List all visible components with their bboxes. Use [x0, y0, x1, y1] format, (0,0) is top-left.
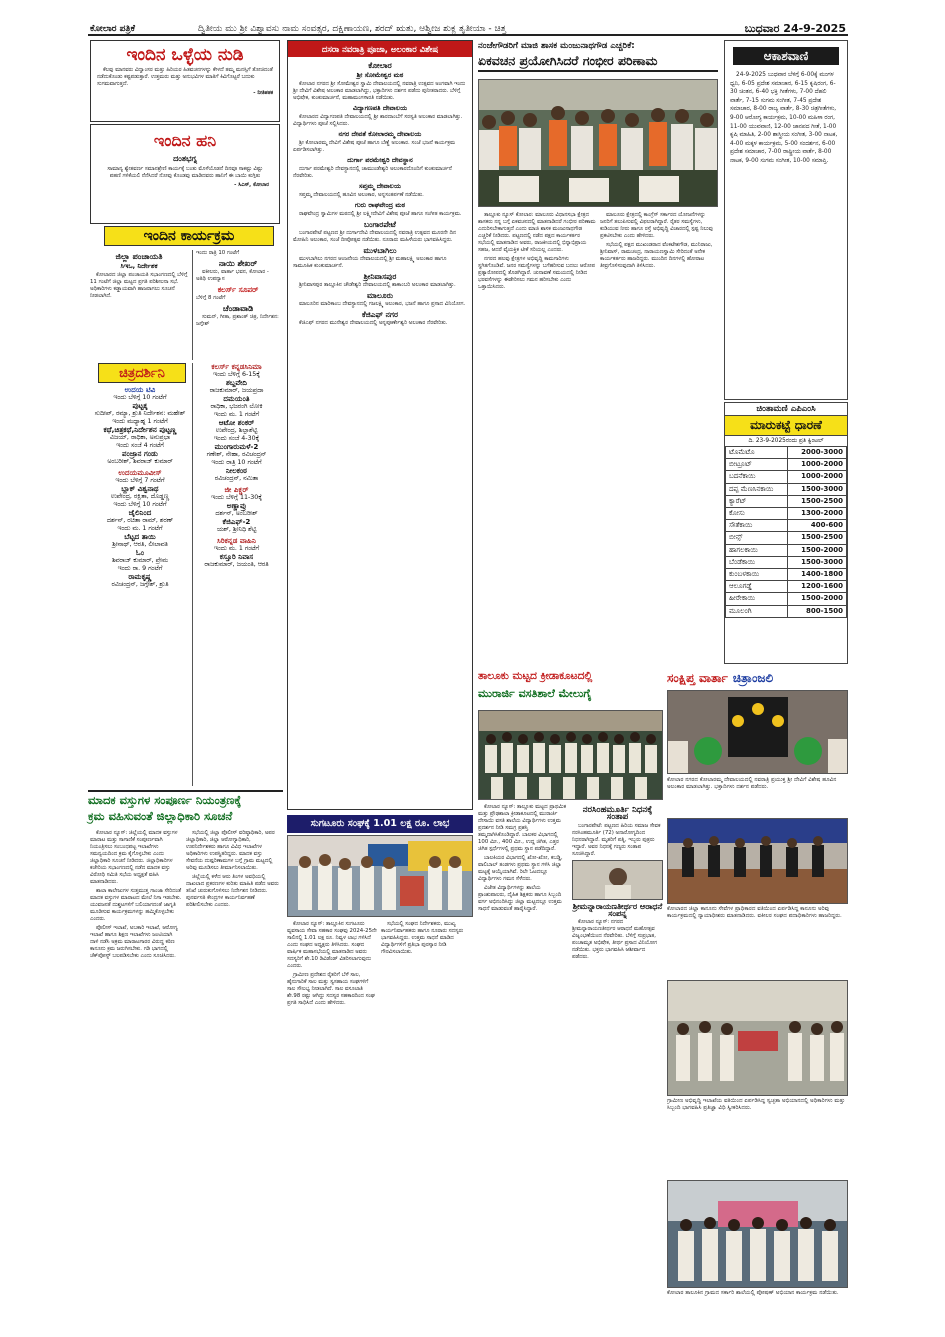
programs-red-title: ಕಲರ್ಸ್ ಸೂಪರ್ [217, 285, 259, 294]
c5a-cast: ರಾಜಕುಮಾರ್, ಜಯಂತಿ, ಆರತಿ [204, 561, 269, 568]
sug-p3: ಸಭೆಯಲ್ಲಿ ಸಂಘದ ನಿರ್ದೇಶಕರು, ಮುಖ್ಯ ಕಾರ್ಯನಿರ್ವಾಹಕರು ಹಾಗೂ ನೂರಾರು ಸದಸ್ಯರು ಭಾಗವಹಿಸಿದ್ದರು. ಉತ್ತಮ ಸಾಧನೆ ಮಾಡಿದ ವಿದ್ಯಾರ್ಥಿಗಳಿಗೆ ಪ್ರತಿಭಾ ಪುರಸ್ಕಾರ ನೀಡಿ ಗೌರವಿಸಲಾಯಿತು. [381, 921, 464, 955]
nav-s3: ನಗರ ದೇವತೆ ಕೋಲಾರಮ್ಮ ದೇವಾಲಯ [338, 130, 422, 138]
nav-p11: ಕೆಜಿಎಫ್ ನಗರದ ಮುನೇಶ್ವರ ದೇವಾಲಯದಲ್ಲಿ ಅನ್ನಪೂರ್ಣೇಶ್ವರಿ ಅಲಂಕಾರ ನೆರವೇರಿತು. [299, 320, 448, 326]
market-row [726, 569, 847, 581]
nav-s1: ಕೋಲಾರ [368, 61, 392, 70]
sports-col-2 [572, 804, 663, 1322]
c2c-cast: ಶ್ರೀನಾಥ್, ಆರತಿ, ಲೀಲಾವತಿ [112, 541, 168, 548]
sports-sub2: ಶ್ರೀಮನ್ನಾರಾಯಣತೀರ್ಥರ ಆರಾಧನೆ ಸಂಪನ್ನ [572, 902, 663, 918]
market-price: 1400-1800 [788, 569, 847, 581]
masthead-title: ಕೋಲಾರ ಪತ್ರಿಕೆ [90, 24, 135, 34]
brief-photo-2-art [668, 819, 848, 904]
market-row [726, 532, 847, 544]
cinema-left [92, 386, 188, 786]
masthead-bar [88, 22, 848, 36]
market-row [726, 483, 847, 495]
c2b-cast: ದರ್ಶನ್, ರಚಿತಾ ರಾಮ್, ಶರಣ್ [106, 517, 174, 524]
sports-p1: ಕೋಲಾರ ನ್ಯೂಸ್: ತಾಲ್ಲೂಕು ಮಟ್ಟದ ಪ್ರಾಥಮಿಕ ಮತ್ತು ಪ್ರೌಢಶಾಲಾ ಕ್ರೀಡಾಕೂಟದಲ್ಲಿ ಮುರಾರ್ಜಿ ದೇಸಾಯಿ ವಸತಿ ಶಾಲೆಯ ವಿದ್ಯಾರ್ಥಿಗಳು ಉತ್ತಮ ಪ್ರದರ್ಶನ ನೀಡಿ ಸಮಗ್ರ ಪ್ರಶಸ್ತಿ ತಮ್ಮದಾಗಿಸಿಕೊಂಡಿದ್ದಾರೆ. ಬಾಲಕರ ವಿಭಾಗದಲ್ಲಿ 100 ಮೀ., 400 ಮೀ., ಉದ್ದ ಜಿಗಿತ, ಎತ್ತರ ಜಿಗಿತ ಸ್ಪರ್ಧೆಗಳಲ್ಲಿ ಪ್ರಥಮ ಸ್ಥಾನ ಪಡೆದಿದ್ದಾರೆ. [478, 804, 566, 852]
brief-photo-1-art [668, 691, 848, 774]
obit-photo-art [573, 861, 663, 900]
main-col-1 [478, 212, 596, 657]
programs-right-head: ಇಂದು ರಾತ್ರಿ 10 ಗಂಟೆಗೆ [196, 250, 240, 256]
drug-headline [88, 790, 283, 828]
market-item: ಬೀನ್ಸ್ [726, 532, 788, 544]
market-item: ಹಾಗಲಕಾಯಿ [726, 544, 788, 556]
c1a-time: ಇಂದು ಬೆಳಿಗ್ಗೆ 10 ಗಂಟೆಗೆ [113, 394, 167, 401]
market-item: ಬೀಟ್ರೂಟ್ [726, 459, 788, 471]
market-row [726, 556, 847, 568]
market-row [726, 471, 847, 483]
market-item: ಕೋಸು [726, 508, 788, 520]
market-price: 1500-3000 [788, 483, 847, 495]
c3b-cast: ರಾಧಿಕಾ, ಭಜರಂಗಿ ಲೋಕಿ [210, 403, 263, 410]
market-price: 1500-2500 [788, 532, 847, 544]
briefs-headline-blue: ಚಿತ್ರಾಂಜಲಿ [732, 671, 774, 685]
market-price: 1500-2000 [788, 593, 847, 605]
c1b-cast: ವಿಜಯ್, ರಾಧಿಕಾ, ಅನುಪ್ರಭಾ [109, 434, 171, 441]
sports-p4: ಬಂಗಾರಪೇಟೆ: ಪಟ್ಟಣದ ಹಿರಿಯ ಸಮಾಜ ಸೇವಕ ನರಸಿಂಹಮೂರ್ತಿ (72) ಅನಾರೋಗ್ಯದಿಂದ ನಿಧನರಾಗಿದ್ದಾರೆ. ಮೃತರಿಗೆ ಪತ್ನಿ, ಇಬ್ಬರು ಪುತ್ರರು ಇದ್ದಾರೆ. ಅವರ ನಿಧನಕ್ಕೆ ಗಣ್ಯರು ಸಂತಾಪ ಸೂಚಿಸಿದ್ದಾರೆ. [572, 823, 661, 857]
market-item: ಆಲೂಗಡ್ಡೆ [726, 581, 788, 593]
nav-s7: ಬಂಗಾರಪೇಟೆ [364, 220, 396, 229]
sports-col-1 [478, 804, 568, 1322]
drug-p2: ಶಾಲಾ ಕಾಲೇಜುಗಳ ಸುತ್ತಮುತ್ತ ಗಾಂಜಾ ಸೇರಿದಂತೆ ಮಾದಕ ವಸ್ತುಗಳ ಮಾರಾಟದ ಮೇಲೆ ನಿಗಾ ಇಡಬೇಕು. ಯುವಜನತೆ ದುಶ್ಚಟಗಳಿಗೆ ಬಲಿಯಾಗದಂತೆ ಜಾಗೃತಿ ಮೂಡಿಸುವ ಕಾರ್ಯಕ್ರಮಗಳನ್ನು ಹಮ್ಮಿಕೊಳ್ಳಬೇಕು ಎಂದರು. [90, 888, 182, 922]
market-item: ದಪ್ಪ ಮೆಣಸಿನಕಾಯಿ [726, 483, 788, 495]
programs-left [90, 250, 188, 360]
brief-photo-3-art [668, 981, 848, 1096]
market-item: ಬೆಂಡೆಕಾಯಿ [726, 556, 788, 568]
sports-sub1: ನರಸಿಂಹಮೂರ್ತಿ ನಿಧನಕ್ಕೆ ಸಂತಾಪ [582, 805, 653, 822]
c2a-title: ಬ್ಲಾಕ್ ವಿಶ್ವನಾಥ [121, 484, 159, 493]
programs-title-bg [104, 226, 274, 246]
masthead-date: ಬುಧವಾರ 24-9-2025 [744, 22, 846, 35]
c4a-title: ಅಣ್ಣಾವ್ರು [226, 501, 247, 510]
sugaturu-col-1 [287, 921, 377, 1321]
market-row [726, 520, 847, 532]
c1c-time: ಇಂದು ಸಂಜೆ 4 ಗಂಟೆಗೆ [116, 442, 164, 449]
sugaturu-col-2 [381, 921, 473, 1321]
market-item: ಹೀರೇಕಾಯಿ [726, 593, 788, 605]
programs-left-sub: ಸಿಇಒ, ನಿರ್ದೇಶಕ [120, 262, 158, 270]
nav-p1: ಕೋಲಾರ ನಗರದ ಶ್ರೀ ಸೋಮೇಶ್ವರ ಸ್ವಾಮಿ ದೇವಾಲಯದಲ್ಲಿ ನವರಾತ್ರಿ ಉತ್ಸವದ ಅಂಗವಾಗಿ ಇಂದು ಶ್ರೀ ದೇವಿಗೆ ವಿಶೇಷ ಅಲಂಕಾರ ಮಾಡಲಾಗಿದ್ದು, ಭಕ್ತಾದಿಗಳು ದರ್ಶನ ಪಡೆದು ಪುನೀತರಾದರು. ಬೆಳಿಗ್ಗೆ ಅಭಿಷೇಕ, ಕುಂಕುಮಾರ್ಚನೆ, ಮಹಾಮಂಗಳಾರತಿ ನಡೆಯಿತು. [293, 81, 466, 101]
c3a-title: ಶಬ್ದವೇದಿ [225, 378, 248, 387]
nav-p6: ರಾಘವೇಂದ್ರ ಸ್ವಾಮಿಗಳ ಮಠದಲ್ಲಿ ಶ್ರೀ ಲಕ್ಷ್ಮೀದೇವಿಗೆ ವಿಶೇಷ ಪೂಜೆ ಹಾಗೂ ಸಂಗೀತ ಕಾರ್ಯಕ್ರಮ. [299, 211, 462, 217]
main-photo [478, 79, 718, 207]
nav-p10: ಮಾಲೂರಿನ ಮಾರಿಕಾಂಬ ದೇವಸ್ಥಾನದಲ್ಲಿ ಗಜಲಕ್ಷ್ಮಿ ಅಲಂಕಾರ, ಭಜನೆ ಹಾಗೂ ಪ್ರಸಾದ ವಿನಿಯೋಗ. [299, 301, 466, 307]
programs-left-title: ಜಿಲ್ಲಾ ಪಂಚಾಯತಿ [115, 252, 163, 261]
c3d-time: ಇಂದು ಸಂಜೆ 4-30ಕ್ಕೆ [213, 435, 260, 442]
market-item: ಬದನೆಕಾಯಿ [726, 471, 788, 483]
c1c-cast: ಅಂಬರೀಶ್, ಶಿವರಾಜ್ ಕುಮಾರ್ [107, 458, 173, 465]
main-p2: ನಗರದ ಹಲವು ಕ್ಷೇತ್ರಗಳ ಅಭಿವೃದ್ಧಿ ಕಾಮಗಾರಿಗಳು ಸ್ಥಗಿತಗೊಂಡಿವೆ. ಜನರ ಸಮಸ್ಯೆಗಳನ್ನು ಬಗೆಹರಿಸುವ ಬದಲು ಆರೋಪ ಪ್ರತ್ಯಾರೋಪದಲ್ಲಿ ತೊಡಗಿದ್ದಾರೆ. ಚುನಾವಣೆ ಸಮಯದಲ್ಲಿ ನೀಡಿದ ಭರವಸೆಗಳನ್ನು ಈಡೇರಿಸಲು ಗಮನ ಹರಿಸಬೇಕು ಎಂದು ಒತ್ತಾಯಿಸಿದರು. [478, 256, 595, 290]
market-price: 1500-2500 [788, 495, 847, 507]
programs-right-title: ನಾಯಿ ಶೇಖರ್ [218, 259, 258, 268]
drug-p3: ಪೊಲೀಸ್ ಇಲಾಖೆ, ಅಬಕಾರಿ ಇಲಾಖೆ, ಆರೋಗ್ಯ ಇಲಾಖೆ ಹಾಗೂ ಶಿಕ್ಷಣ ಇಲಾಖೆಗಳು ಜಂಟಿಯಾಗಿ ದಾಳಿ ನಡೆಸಿ ಅಕ್ರಮ ಮಾರಾಟಗಾರರ ವಿರುದ್ಧ ಕಠಿಣ ಕಾನೂನು ಕ್ರಮ ಜರುಗಿಸಬೇಕು. ಗಡಿ ಭಾಗದಲ್ಲಿ ಚೆಕ್‌ಪೋಸ್ಟ್ ಬಲಪಡಿಸಬೇಕು ಎಂದು ಸೂಚಿಸಿದರು. [90, 925, 178, 959]
c2e-title: ರಾಮಕೃಷ್ಣ [128, 572, 152, 581]
market-price: 1500-3000 [788, 556, 847, 568]
market-item: ಕ್ಯಾರೆಟ್ [726, 495, 788, 507]
brief-photo-1 [667, 690, 848, 774]
programs-red-line: ಬೆಳಿಗ್ಗೆ 8 ಗಂಟೆಗೆ [196, 295, 226, 301]
cinema-channel5: ಸಿರಿಕನ್ನಡ ವಾಹಿನಿ [217, 536, 256, 545]
market-note: ದಿ. 23-9-2025ರಂದು ಪ್ರತಿ ಕ್ವಿಂಟಲ್ [748, 438, 824, 444]
nav-s10: ಮಾಲೂರು [366, 291, 394, 300]
riddle-body: ಸಾಮಾನ್ಯ ಶ್ವೇತವರ್ಣ ಸಮಾನಶ್ರೇಣಿ ಕಾರ್ಯಕ್ಕೆ ಬಂತು ಮೊಳೆಯೊಡನೆ ದಿನವೂ ಸಾಕಷ್ಟು ವಿಷ್ಟು ಪಹಣಿ ಗಳಿಕೆಯಲಿ ನೆನೆಸಿದರೆ ನೋವು ಕೊಂಡವು ಮಾಡಿದವರು ಹಾನಿಗೆ ಈ ಬಾಯಿ ಕುಗ್ಗಿತು [107, 166, 263, 179]
quote-box [90, 40, 280, 122]
c2d-title: ಓಂ [135, 548, 144, 557]
c2a-time: ಇಂದು ಬೆಳಿಗ್ಗೆ 7 ಗಂಟೆಗೆ [115, 477, 165, 484]
sug-p1: ಕೋಲಾರ ನ್ಯೂಸ್: ತಾಲ್ಲೂಕಿನ ಸುಗಟೂರು ವ್ಯವಸಾಯ ಸೇವಾ ಸಹಕಾರ ಸಂಘವು 2024-25ನೇ ಸಾಲಿನಲ್ಲಿ 1.01 ಲಕ್ಷ ರೂ. ನಿವ್ವಳ ಲಾಭ ಗಳಿಸಿದೆ ಎಂದು ಸಂಘದ ಅಧ್ಯಕ್ಷರು ತಿಳಿಸಿದರು. ಸಂಘದ ವಾರ್ಷಿಕ ಮಹಾಸಭೆಯಲ್ಲಿ ಮಾತನಾಡಿದ ಅವರು ಸದಸ್ಯರಿಗೆ ಶೇ.10 ಡಿವಿಡೆಂಡ್ ವಿತರಿಸಲಾಗುವುದು ಎಂದರು. [287, 921, 377, 969]
c1a-cast: ಸುದೀಪ್, ರಮ್ಯಾ, ಶ್ರುತಿ ನಿರ್ದೇಶನ: ಮಹೇಶ್ [94, 410, 186, 417]
market-price: 400-600 [788, 520, 847, 532]
c2b-time: ಇಂದು ಬೆಳಿಗ್ಗೆ 10 ಗಂಟೆಗೆ [113, 501, 167, 508]
c2c-title: ಬೆಟ್ಟದ ತಾಯಿ [124, 532, 156, 541]
c3c-cast: ಉಪೇಂದ್ರ, ಶಿಲ್ಪಾಶೆಟ್ಟಿ [215, 427, 258, 434]
market-price: 1200-1600 [788, 581, 847, 593]
akashvani-text: 24-9-2025 ಬುಧವಾರ ಬೆಳಿಗ್ಗೆ 6-00ಕ್ಕೆ ಮಂಗಳ ಧ್ವನಿ, 6-05 ಪ್ರದೇಶ ಸಮಾಚಾರ, 6-15 ಕೃಷಿರಂಗ, 6-30 ಚಿಂತನ, 6-40 ಭಕ್ತಿ ಗೀತೆಗಳು, 7-00 ದೆಹಲಿ ವಾರ್ತೆ, 7-15 ಸುಗಮ ಸಂಗೀತ, 7-45 ಪ್ರದೇಶ ಸಮಾಚಾರ, 8-00 ರಾಜ್ಯ ವಾರ್ತೆ, 8-30 ಚಿತ್ರಗೀತೆಗಳು, 9-00 ಆರೋಗ್ಯ ಕಾರ್ಯಕ್ರಮ, 10-00 ಮಹಿಳಾ ರಂಗ, 11-00 ಯುವವಾಣಿ, 12-00 ಜಾನಪದ ಗೀತೆ, 1-00 ಕೃಷಿ ಮಾಹಿತಿ, 2-00 ಶಾಸ್ತ್ರೀಯ ಸಂಗೀತ, 3-00 ನಾಟಕ, 4-00 ಮಕ್ಕಳ ಕಾರ್ಯಕ್ರಮ, 5-00 ಸಂದರ್ಶನ, 6-00 ಪ್ರದೇಶ ಸಮಾಚಾರ, 7-00 ರಾಷ್ಟ್ರೀಯ ವಾರ್ತೆ, 8-00 ನಾಟಕ, 9-00 ಸುಗಮ ಸಂಗೀತ, 10-00 ಸಮಾಪ್ತಿ. [730, 72, 838, 164]
c2a-cast: ಉಪೇಂದ್ರ, ರಕ್ಷಿತಾ, ದೊಡ್ಡಣ್ಣ [110, 493, 170, 500]
quote-body: ಕೆಲವು ಮಾನವರು ವಿದ್ವಾಂಸರ ಮತ್ತು ಹಿರಿಯರ ಹಿತವಚನಗಳನ್ನು ಕೇಳದೆ ತಮ್ಮ ಮನಸ್ಸಿಗೆ ತೋಚಿದಂತೆ ನಡೆದುಕೊಂಡು ಕಷ್ಟಪಡುತ್ತಾರೆ. ಉತ್ತಮರು ಮತ್ತು ಅನುಭವಿಗಳ ಮಾತಿಗೆ ಕಿವಿಗೊಟ್ಟರೆ ಬದುಕು ಸುಗಮವಾಗುತ್ತದೆ. [97, 67, 273, 87]
market-box [724, 402, 848, 664]
brief-cap-3: ಗ್ರಾಮೀಣ ಅಭಿವೃದ್ಧಿ ಇಲಾಖೆಯ ವತಿಯಿಂದ ಏರ್ಪಡಿಸಿದ್ದ ಸ್ವಚ್ಛತಾ ಅಭಿಯಾನದಲ್ಲಿ ಅಧಿಕಾರಿಗಳು ಮತ್ತು ಸಿಬ್ಬಂದಿ ಭಾಗವಹಿಸಿ ಪ್ರತಿಜ್ಞಾ ವಿಧಿ ಸ್ವೀಕರಿಸಿದರು. [667, 1098, 845, 1111]
riddle-box [90, 124, 280, 224]
market-price: 1000-2000 [788, 459, 847, 471]
brief-cap-1: ಕೋಲಾರ ನಗರದ ಕೋಲಾರಮ್ಮ ದೇವಾಲಯದಲ್ಲಿ ನವರಾತ್ರಿ ಪ್ರಯುಕ್ತ ಶ್ರೀ ದೇವಿಗೆ ವಿಶೇಷ ಹೂವಿನ ಅಲಂಕಾರ ಮಾಡಲಾಗಿತ್ತು. ಭಕ್ತಾದಿಗಳು ದರ್ಶನ ಪಡೆದರು. [667, 777, 837, 790]
c2b-title: ಜೈಲಿನಿಂದ [128, 508, 152, 517]
quote-source: - ನೀತಿಶತಕ [253, 90, 273, 96]
nav-p5: ಸಪ್ತಮ್ಮ ದೇವಾಲಯದಲ್ಲಿ ಹೂವಿನ ಅಲಂಕಾರ, ಅನ್ನಸಂತರ್ಪಣೆ ನಡೆಯಿತು. [299, 192, 424, 198]
main-p4: ಸಭೆಯಲ್ಲಿ ಪಕ್ಷದ ಮುಖಂಡರಾದ ವೆಂಕಟೇಶಗೌಡ, ಮುನಿರಾಜು, ಶ್ರೀನಿವಾಸ್, ರಾಮಚಂದ್ರ, ನಾರಾಯಣಸ್ವಾಮಿ ಸೇರಿದಂತೆ ಅನೇಕ ಕಾರ್ಯಕರ್ತರು ಹಾಜರಿದ್ದರು. ಮುಂದಿನ ದಿನಗಳಲ್ಲಿ ಹೋರಾಟ ತೀವ್ರಗೊಳಿಸುವುದಾಗಿ ತಿಳಿಸಿದರು. [600, 242, 713, 269]
nav-p9: ಶ್ರೀನಿವಾಸಪುರ ತಾಲ್ಲೂಕಿನ ಚೌಡೇಶ್ವರಿ ದೇವಾಲಯದಲ್ಲಿ ಶಾಕಾಂಬರಿ ಅಲಂಕಾರ ಮಾಡಲಾಗಿತ್ತು. [299, 282, 456, 288]
market-row [726, 495, 847, 507]
c1c-title: ಪಂಜ್ರಾನ ಗಂಡು [122, 449, 158, 458]
c3c-title: ಆಟೋ ಶಂಕರ್ [218, 418, 255, 427]
market-item: ಟೊಮೆಟೊ [726, 447, 788, 459]
programs-left-text: ಕೋಲಾರದ ಜಿಲ್ಲಾ ಪಂಚಾಯತಿ ಸಭಾಂಗಣದಲ್ಲಿ ಬೆಳಿಗ್ಗೆ 11 ಗಂಟೆಗೆ ಜಿಲ್ಲಾ ಮಟ್ಟದ ಪ್ರಗತಿ ಪರಿಶೀಲನಾ ಸಭೆ. ಅಧಿಕಾರಿಗಳು ಕಡ್ಡಾಯವಾಗಿ ಹಾಜರಾಗಲು ಸೂಚನೆ ನೀಡಲಾಗಿದೆ. [90, 272, 188, 299]
akashvani-body [725, 71, 847, 391]
c1a-title: ಪುಟ್ಟಕ್ಕ [132, 401, 148, 410]
market-row [726, 605, 847, 617]
c4a-time: ಇಂದು ಬೆಳಿಗ್ಗೆ 11-30ಕ್ಕೆ [211, 494, 262, 501]
cinema-channel4: ಜೀ ಪಿಕ್ಚರ್ [224, 485, 249, 494]
nav-s4: ದುರ್ಗಾ ಪರಮೇಶ್ವರಿ ದೇವಸ್ಥಾನ [347, 156, 413, 164]
nav-p7: ಬಂಗಾರಪೇಟೆ ಪಟ್ಟಣದ ಶ್ರೀ ದುರ್ಗಾದೇವಿ ದೇವಾಲಯದಲ್ಲಿ ನವರಾತ್ರಿ ಉತ್ಸವದ ಮೂರನೇ ದಿನ ಮೋಹಿನಿ ಅಲಂಕಾರ, ಸಂಜೆ ದೀಪೋತ್ಸವ ನಡೆಯಿತು. ನೂರಾರು ಮಹಿಳೆಯರು ಭಾಗವಹಿಸಿದ್ದರು. [293, 230, 457, 243]
nav-p8: ಮುಳಬಾಗಿಲು ನಗರದ ಆಂಜನೇಯ ದೇವಾಲಯದಲ್ಲಿ ಶ್ರೀ ಮಹಾಲಕ್ಷ್ಮಿ ಅಲಂಕಾರ ಹಾಗೂ ಸಾಮೂಹಿಕ ಕುಂಕುಮಾರ್ಚನೆ. [293, 256, 447, 269]
riddle-title: ಇಂದಿನ ಹನಿ [153, 131, 217, 150]
c3c-time: ಇಂದು ಮ. 1 ಗಂಟೆಗೆ [213, 411, 260, 418]
c2d-cast: ಶಿವರಾಜ್ ಕುಮಾರ್, ಪ್ರೇಮ [111, 557, 169, 564]
nav-s5: ಸಪ್ತಮ್ಮ ದೇವಾಲಯ [358, 182, 402, 190]
c3a-cast: ರಾಜಕುಮಾರ್, ಜಯಪ್ರದಾ [209, 387, 264, 394]
c4b-title: ಕೆಜಿಎಫ್-2 [222, 517, 251, 526]
programs-right [192, 250, 280, 360]
main-p1: ತಾಲ್ಲೂಕು ನ್ಯೂಸ್ ಕೋಲಾರ: ಮಾಲೂರು ವಿಧಾನಸಭಾ ಕ್ಷೇತ್ರದ ಶಾಸಕರು ನನ್ನ ಬಗ್ಗೆ ಏಕವಚನದಲ್ಲಿ ಮಾತನಾಡಿದರೆ ಗಂಭೀರ ಪರಿಣಾಮ ಎದುರಿಸಬೇಕಾಗುತ್ತದೆ ಎಂದು ಮಾಜಿ ಶಾಸಕ ಮಂಜುನಾಥಗೌಡ ಎಚ್ಚರಿಕೆ ನೀಡಿದರು. ಪಟ್ಟಣದಲ್ಲಿ ನಡೆದ ಪಕ್ಷದ ಕಾರ್ಯಕರ್ತರ ಸಭೆಯಲ್ಲಿ ಮಾತನಾಡಿದ ಅವರು, ರಾಜಕೀಯದಲ್ಲಿ ಭಿನ್ನಾಭಿಪ್ರಾಯ ಸಹಜ, ಆದರೆ ವೈಯಕ್ತಿಕ ಟೀಕೆ ಸರಿಯಲ್ಲ ಎಂದರು. [478, 212, 596, 253]
sug-p2: ಗ್ರಾಮೀಣ ಪ್ರದೇಶದ ರೈತರಿಗೆ ಬೆಳೆ ಸಾಲ, ಹೈನುಗಾರಿಕೆ ಸಾಲ ಮತ್ತು ಸ್ವಸಹಾಯ ಸಂಘಗಳಿಗೆ ಸಾಲ ಸೌಲಭ್ಯ ನೀಡಲಾಗಿದೆ. ಸಾಲ ವಸೂಲಾತಿ ಶೇ.98 ರಷ್ಟು ಆಗಿದ್ದು ಸದಸ್ಯರ ಸಹಕಾರದಿಂದ ಸಂಘ ಪ್ರಗತಿ ಸಾಧಿಸಿದೆ ಎಂದು ಹೇಳಿದರು. [287, 972, 375, 1006]
market-price: 1000-2000 [788, 471, 847, 483]
navaratri-body [288, 57, 472, 809]
market-item: ಕುಂಬಳಕಾಯಿ [726, 569, 788, 581]
brief-photo-4 [667, 1180, 848, 1288]
programs-red-name: ಚೆಂಡಾವಾಡಿ [222, 304, 254, 313]
sports-p3: ವಿಜೇತ ವಿದ್ಯಾರ್ಥಿಗಳನ್ನು ಶಾಲೆಯ ಪ್ರಾಂಶುಪಾಲರು, ದೈಹಿಕ ಶಿಕ್ಷಕರು ಹಾಗೂ ಸಿಬ್ಬಂದಿ ವರ್ಗ ಅಭಿನಂದಿಸಿದ್ದು ಜಿಲ್ಲಾ ಮಟ್ಟದಲ್ಲೂ ಉತ್ತಮ ಸಾಧನೆ ಮಾಡುವಂತೆ ಹಾರೈಸಿದ್ದಾರೆ. [478, 885, 562, 912]
quote-title: ಇಂದಿನ ಒಳ್ಳೆಯ ನುಡಿ [126, 45, 244, 65]
riddle-author: - ಸಿಎಸ್, ಕೋಲಾರ [234, 182, 269, 188]
c1b-time: ಇಂದು ಮಧ್ಯಾಹ್ನ 1 ಗಂಟೆಗೆ [112, 418, 168, 425]
sugaturu-headline-bg [287, 815, 473, 833]
sugaturu-photo-art [288, 836, 473, 917]
cinema-title-bg [98, 363, 186, 383]
main-photo-art [479, 80, 718, 207]
market-price: 1300-2000 [788, 508, 847, 520]
market-item: ಸೌತೆಕಾಯಿ [726, 520, 788, 532]
sugaturu-headline: ಸುಗಟೂರು ಸಂಘಕ್ಕೆ 1.01 ಲಕ್ಷ ರೂ. ಲಾಭ [310, 818, 450, 829]
briefs-headline-red: ಸಂಕ್ಷಿಪ್ತ ವಾರ್ತಾ [667, 671, 728, 685]
sports-p5: ಕೋಲಾರ ನ್ಯೂಸ್: ನಗರದ ಶ್ರೀಮನ್ನಾರಾಯಣತೀರ್ಥರ ಆರಾಧನೆ ಮಹೋತ್ಸವ ವಿಜೃಂಭಣೆಯಿಂದ ನೆರವೇರಿತು. ಬೆಳಿಗ್ಗೆ ಸುಪ್ರಭಾತ, ಪಂಚಾಮೃತ ಅಭಿಷೇಕ, ತೀರ್ಥ ಪ್ರಸಾದ ವಿನಿಯೋಗ ನಡೆಯಿತು. ಭಕ್ತರು ಭಾಗವಹಿಸಿ ಆಶೀರ್ವಾದ ಪಡೆದರು. [572, 919, 657, 960]
c3b-title: ದಮಯಂತಿ [223, 394, 250, 403]
programs-red-text: ಸುಮನ್, ಗೀತಾ, ಪ್ರಶಾಂತ್ ಚಿತ್ರ, ನಿರ್ದೇಶನ: ಜಗ್ಗೇಶ್ [196, 314, 279, 327]
sports-headline-red: ತಾಲೂಕು ಮಟ್ಟದ ಕ್ರೀಡಾಕೂಟದಲ್ಲಿ [478, 670, 593, 682]
drug-headline-2: ಕ್ರಮ ವಹಿಸುವಂತೆ ಜಿಲ್ಲಾಧಿಕಾರಿ ಸೂಚನೆ [88, 809, 233, 823]
market-row [726, 459, 847, 471]
c3e-title: ನೀಲಕಂಠ [226, 466, 247, 475]
c5a-time: ಇಂದು ಮ. 1 ಗಂಟೆಗೆ [213, 545, 260, 552]
akashvani-box [724, 40, 848, 400]
nav-p2: ಕೋಲಾರದ ವಿದ್ಯಾಗಣಪತಿ ದೇವಾಲಯದಲ್ಲಿ ಶ್ರೀ ಶಾರದಾಂಬೆಗೆ ಸರಸ್ವತಿ ಅಲಂಕಾರ ಮಾಡಲಾಗಿತ್ತು. ವಿದ್ಯಾರ್ಥಿಗಳು ಪೂಜೆ ಸಲ್ಲಿಸಿದರು. [293, 114, 463, 127]
nav-s2: ವಿದ್ಯಾಗಣಪತಿ ದೇವಾಲಯ [352, 104, 408, 112]
c2c-time: ಇಂದು ಮ. 1 ಗಂಟೆಗೆ [117, 525, 163, 532]
programs-right-text: ವಕೀಲರು, ವಾರ್ತಾ ಭವನ, ಕೋಲಾರ - ಅತಿಥಿ ಉಪನ್ಯಾಸ [196, 269, 269, 282]
c3e-time: ಇಂದು ರಾತ್ರಿ 10 ಗಂಟೆಗೆ [211, 459, 262, 466]
brief-cap-4: ಕೋಲಾರ ತಾಲೂಕಿನ ಗ್ರಾಮದ ಸರ್ಕಾರಿ ಶಾಲೆಯಲ್ಲಿ ಪೋಷಣ್ ಅಭಿಯಾನ ಕಾರ್ಯಕ್ರಮ ನಡೆಯಿತು. [667, 1290, 839, 1296]
c3d-cast: ಗಣೇಶ್, ನೇಹಾ, ರವಿಚಂದ್ರನ್ [206, 451, 267, 458]
drug-p1: ಕೋಲಾರ ನ್ಯೂಸ್: ಜಿಲ್ಲೆಯಲ್ಲಿ ಮಾದಕ ವಸ್ತುಗಳ ಮಾರಾಟ ಮತ್ತು ಸಾಗಾಣಿಕೆ ಸಂಪೂರ್ಣವಾಗಿ ನಿಯಂತ್ರಿಸಲು ಸಂಬಂಧಪಟ್ಟ ಇಲಾಖೆಗಳು ಸಮನ್ವಯದಿಂದ ಕ್ರಮ ಕೈಗೊಳ್ಳಬೇಕು ಎಂದು ಜಿಲ್ಲಾಧಿಕಾರಿ ಸೂಚನೆ ನೀಡಿದರು. ಜಿಲ್ಲಾಧಿಕಾರಿಗಳ ಕಚೇರಿಯ ಸಭಾಂಗಣದಲ್ಲಿ ನಡೆದ ಮಾದಕ ವಸ್ತು ವಿರೋಧಿ ಸಮಿತಿ ಸಭೆಯ ಅಧ್ಯಕ್ಷತೆ ವಹಿಸಿ ಮಾತನಾಡಿದರು. [90, 830, 178, 885]
nav-s6: ಗುರು ರಾಘವೇಂದ್ರ ಮಠ [354, 201, 406, 209]
c3d-title: ಮುಂಗಾರುಮಳೆ-2 [214, 442, 259, 451]
c3e-cast: ರವಿಚಂದ್ರನ್, ನಮಿತಾ [214, 475, 259, 482]
nav-s9: ಶ್ರೀನಿವಾಸಪುರ [363, 272, 397, 281]
market-price: 1500-2000 [788, 544, 847, 556]
market-row [726, 447, 847, 459]
c1b-title: ಕಥೆ,ಚಿತ್ರಕಥೆ,ನಿರ್ದೇಶನ ಪುಟ್ಟಣ್ಣ [103, 425, 177, 434]
nav-s1b: ಶ್ರೀ ಸೋಮೇಶ್ವರ ಮಠ [356, 71, 404, 79]
cinema-channel1: ಉದಯ ಟಿವಿ [124, 386, 156, 394]
cinema-title: ಚಿತ್ರದರ್ಶಿನಿ [119, 366, 165, 381]
nav-s11: ಕೆಜಿಎಫ್ ನಗರ [361, 310, 399, 319]
masthead-meta: ದ್ವಿತೀಯ ಮು ಶ್ರೀ ವಿಶ್ವಾವಸು ನಾಮ ಸಂವತ್ಸರ, ದಕ್ಷಿಣಾಯಣ, ಶರದ್ ಋತು, ಆಶ್ವೀಜ ಶುಕ್ಲ ತೃತೀಯಾ - ಚಿತ್ತ [198, 24, 507, 34]
sports-photo [478, 710, 663, 800]
market-price: 800-1500 [788, 605, 847, 617]
quote-text [91, 65, 279, 99]
sports-headline-green: ಮುರಾರ್ಜಿ ವಸತಿಶಾಲೆ ಮೇಲುಗೈ [478, 687, 592, 700]
market-subtitle: ಮಾರುಕಟ್ಟೆ ಧಾರಣೆ [725, 415, 847, 436]
navaratri-title: ದಸರಾ ನವರಾತ್ರಿ ಪೂಜಾ, ಅಲಂಕಾರ ವಿಶೇಷ [288, 41, 472, 57]
sugaturu-photo [287, 835, 473, 917]
brief-photo-2 [667, 818, 848, 904]
c4a-cast: ದರ್ಶನ್, ಅಂಬರೀಶ್ [215, 510, 258, 517]
sports-headline [478, 667, 663, 707]
drug-col-1 [90, 830, 182, 1322]
navaratri-box [287, 40, 473, 810]
market-row [726, 544, 847, 556]
sports-p2: ಬಾಲಕಿಯರ ವಿಭಾಗದಲ್ಲಿ ಖೋ-ಖೋ, ಕಬಡ್ಡಿ, ವಾಲಿಬಾಲ್ ತಂಡಗಳು ಪ್ರಥಮ ಸ್ಥಾನ ಗಳಿಸಿ ಜಿಲ್ಲಾ ಮಟ್ಟಕ್ಕೆ ಆಯ್ಕೆಯಾಗಿವೆ. ರಿಲೇ ಓಟದಲ್ಲೂ ವಿದ್ಯಾರ್ಥಿಗಳು ಗಮನ ಸೆಳೆದರು. [478, 855, 563, 882]
drug-headline-1: ಮಾದಕ ವಸ್ತುಗಳ ಸಂಪೂರ್ಣ ನಿಯಂತ್ರಣಕ್ಕೆ [88, 793, 242, 807]
riddle-sub: ದಂತಭಗ್ನ [173, 154, 197, 163]
main-headline [478, 40, 718, 76]
c4b-cast: ಯಶ್, ಶ್ರೀನಿಧಿ ಶೆಟ್ಟಿ [216, 526, 257, 533]
riddle-text [91, 166, 279, 189]
nav-p3: ಶ್ರೀ ಕೋಲಾರಮ್ಮ ದೇವಿಗೆ ವಿಶೇಷ ಪೂಜೆ ಹಾಗೂ ಬೆಣ್ಣೆ ಅಲಂಕಾರ. ಸಂಜೆ ಭಜನೆ ಕಾರ್ಯಕ್ರಮ ಏರ್ಪಡಿಸಲಾಗಿತ್ತು. [293, 140, 456, 153]
drug-col-2 [186, 830, 280, 1322]
obit-photo [572, 860, 663, 900]
brief-photo-4-art [668, 1181, 848, 1288]
c3a-time: ಇಂದು ಬೆಳಿಗ್ಗೆ 6-15ಕ್ಕೆ [213, 371, 260, 378]
nav-p4: ದುರ್ಗಾ ಪರಮೇಶ್ವರಿ ದೇವಸ್ಥಾನದಲ್ಲಿ ಚಾಮುಂಡೇಶ್ವರಿ ಅಲಂಕಾರದೊಂದಿಗೆ ಕುಂಕುಮಾರ್ಚನೆ ನೆರವೇರಿತು. [293, 166, 452, 179]
nav-s8: ಮುಳಬಾಗಿಲು [363, 246, 397, 255]
briefs-headline [667, 667, 848, 689]
programs-title: ಇಂದಿನ ಕಾರ್ಯಕ್ರಮ [143, 228, 235, 244]
drug-p5: ಜಿಲ್ಲೆಯಲ್ಲಿ ಕಳೆದ ಆರು ತಿಂಗಳ ಅವಧಿಯಲ್ಲಿ ದಾಖಲಾದ ಪ್ರಕರಣಗಳ ಕುರಿತು ಮಾಹಿತಿ ಪಡೆದ ಅವರು ತನಿಖೆ ಚುರುಕುಗೊಳಿಸಲು ನಿರ್ದೇಶನ ನೀಡಿದರು. ಪುನರ್ವಸತಿ ಕೇಂದ್ರಗಳ ಕಾರ್ಯನಿರ್ವಹಣೆ ಪರಿಶೀಲಿಸಬೇಕು ಎಂದರು. [186, 874, 279, 908]
market-item: ಮೂಲಂಗಿ [726, 605, 788, 617]
main-title: ಏಕವಚನ ಪ್ರಯೋಗಿಸಿದರೆ ಗಂಭೀರ ಪರಿಣಾಮ [478, 52, 718, 72]
main-p3: ಮಾಲೂರು ಕ್ಷೇತ್ರದಲ್ಲಿ ಕಾಂಗ್ರೆಸ್ ಸರ್ಕಾರದ ಯೋಜನೆಗಳನ್ನು ಜನರಿಗೆ ತಲುಪಿಸುವಲ್ಲಿ ವಿಫಲರಾಗಿದ್ದಾರೆ. ರೈತರ ಸಮಸ್ಯೆಗಳು, ಕುಡಿಯುವ ನೀರು ಹಾಗೂ ರಸ್ತೆ ಅಭಿವೃದ್ಧಿ ವಿಚಾರದಲ್ಲಿ ಸ್ಪಷ್ಟ ನಿಲುವು ಪ್ರಕಟಿಸಬೇಕು ಎಂದು ಹೇಳಿದರು. [600, 212, 713, 239]
market-row [726, 508, 847, 520]
cinema-channel3: ಕಲರ್ಸ್ ಕನ್ನಡಸಿನಿಮಾ [211, 363, 262, 371]
cinema-right [192, 363, 280, 786]
market-price: 2000-3000 [788, 447, 847, 459]
akashvani-title: ಆಕಾಶವಾಣಿ [733, 47, 839, 65]
brief-cap-2: ಕೋಲಾರದ ಜಿಲ್ಲಾ ಕಾನೂನು ಸೇವೆಗಳ ಪ್ರಾಧಿಕಾರದ ವತಿಯಿಂದ ಏರ್ಪಡಿಸಿದ್ದ ಕಾನೂನು ಅರಿವು ಕಾರ್ಯಕ್ರಮದಲ್ಲಿ ನ್ಯಾಯಾಧೀಶರು ಮಾತನಾಡಿದರು. ವಕೀಲರ ಸಂಘದ ಪದಾಧಿಕಾರಿಗಳು ಹಾಜರಿದ್ದರು. [667, 906, 842, 919]
market-row [726, 581, 847, 593]
sports-photo-art [479, 711, 663, 800]
market-table [725, 446, 847, 618]
market-title: ಚಿಂತಾಮಣಿ ಎಪಿಎಂಸಿ [756, 404, 816, 414]
market-row [726, 593, 847, 605]
brief-photo-3 [667, 980, 848, 1096]
main-col-2 [600, 212, 718, 657]
cinema-channel2: ಉದಯಮೂವೀಸ್ [118, 468, 162, 477]
drug-p4: ಸಭೆಯಲ್ಲಿ ಜಿಲ್ಲಾ ಪೊಲೀಸ್ ವರಿಷ್ಠಾಧಿಕಾರಿ, ಅಪರ ಜಿಲ್ಲಾಧಿಕಾರಿ, ಜಿಲ್ಲಾ ಆರೋಗ್ಯಾಧಿಕಾರಿ, ಉಪನಿರ್ದೇಶಕರು ಹಾಗೂ ವಿವಿಧ ಇಲಾಖೆಗಳ ಅಧಿಕಾರಿಗಳು ಉಪಸ್ಥಿತರಿದ್ದರು. ಮಾದಕ ವಸ್ತು ಸೇವನೆಯ ದುಷ್ಪರಿಣಾಮಗಳ ಬಗ್ಗೆ ಗ್ರಾಮ ಮಟ್ಟದಲ್ಲಿ ಅರಿವು ಮೂಡಿಸಲು ತೀರ್ಮಾನಿಸಲಾಯಿತು. [186, 830, 275, 871]
c2e-cast: ರವಿಚಂದ್ರನ್, ಜಗ್ಗೇಶ್, ಶ್ರುತಿ [111, 581, 169, 588]
c2e-time: ಇಂದು ರಾ. 9 ಗಂಟೆಗೆ [117, 565, 163, 572]
c5a-title: ಕಸ್ತೂರಿ ನಿವಾಸ [219, 552, 254, 561]
main-kicker: ನಂಜೇಗೌಡರಿಗೆ ಮಾಜಿ ಶಾಸಕ ಮಂಜುನಾಥಗೌಡ ಎಚ್ಚರಿಕೆ: [478, 41, 635, 51]
